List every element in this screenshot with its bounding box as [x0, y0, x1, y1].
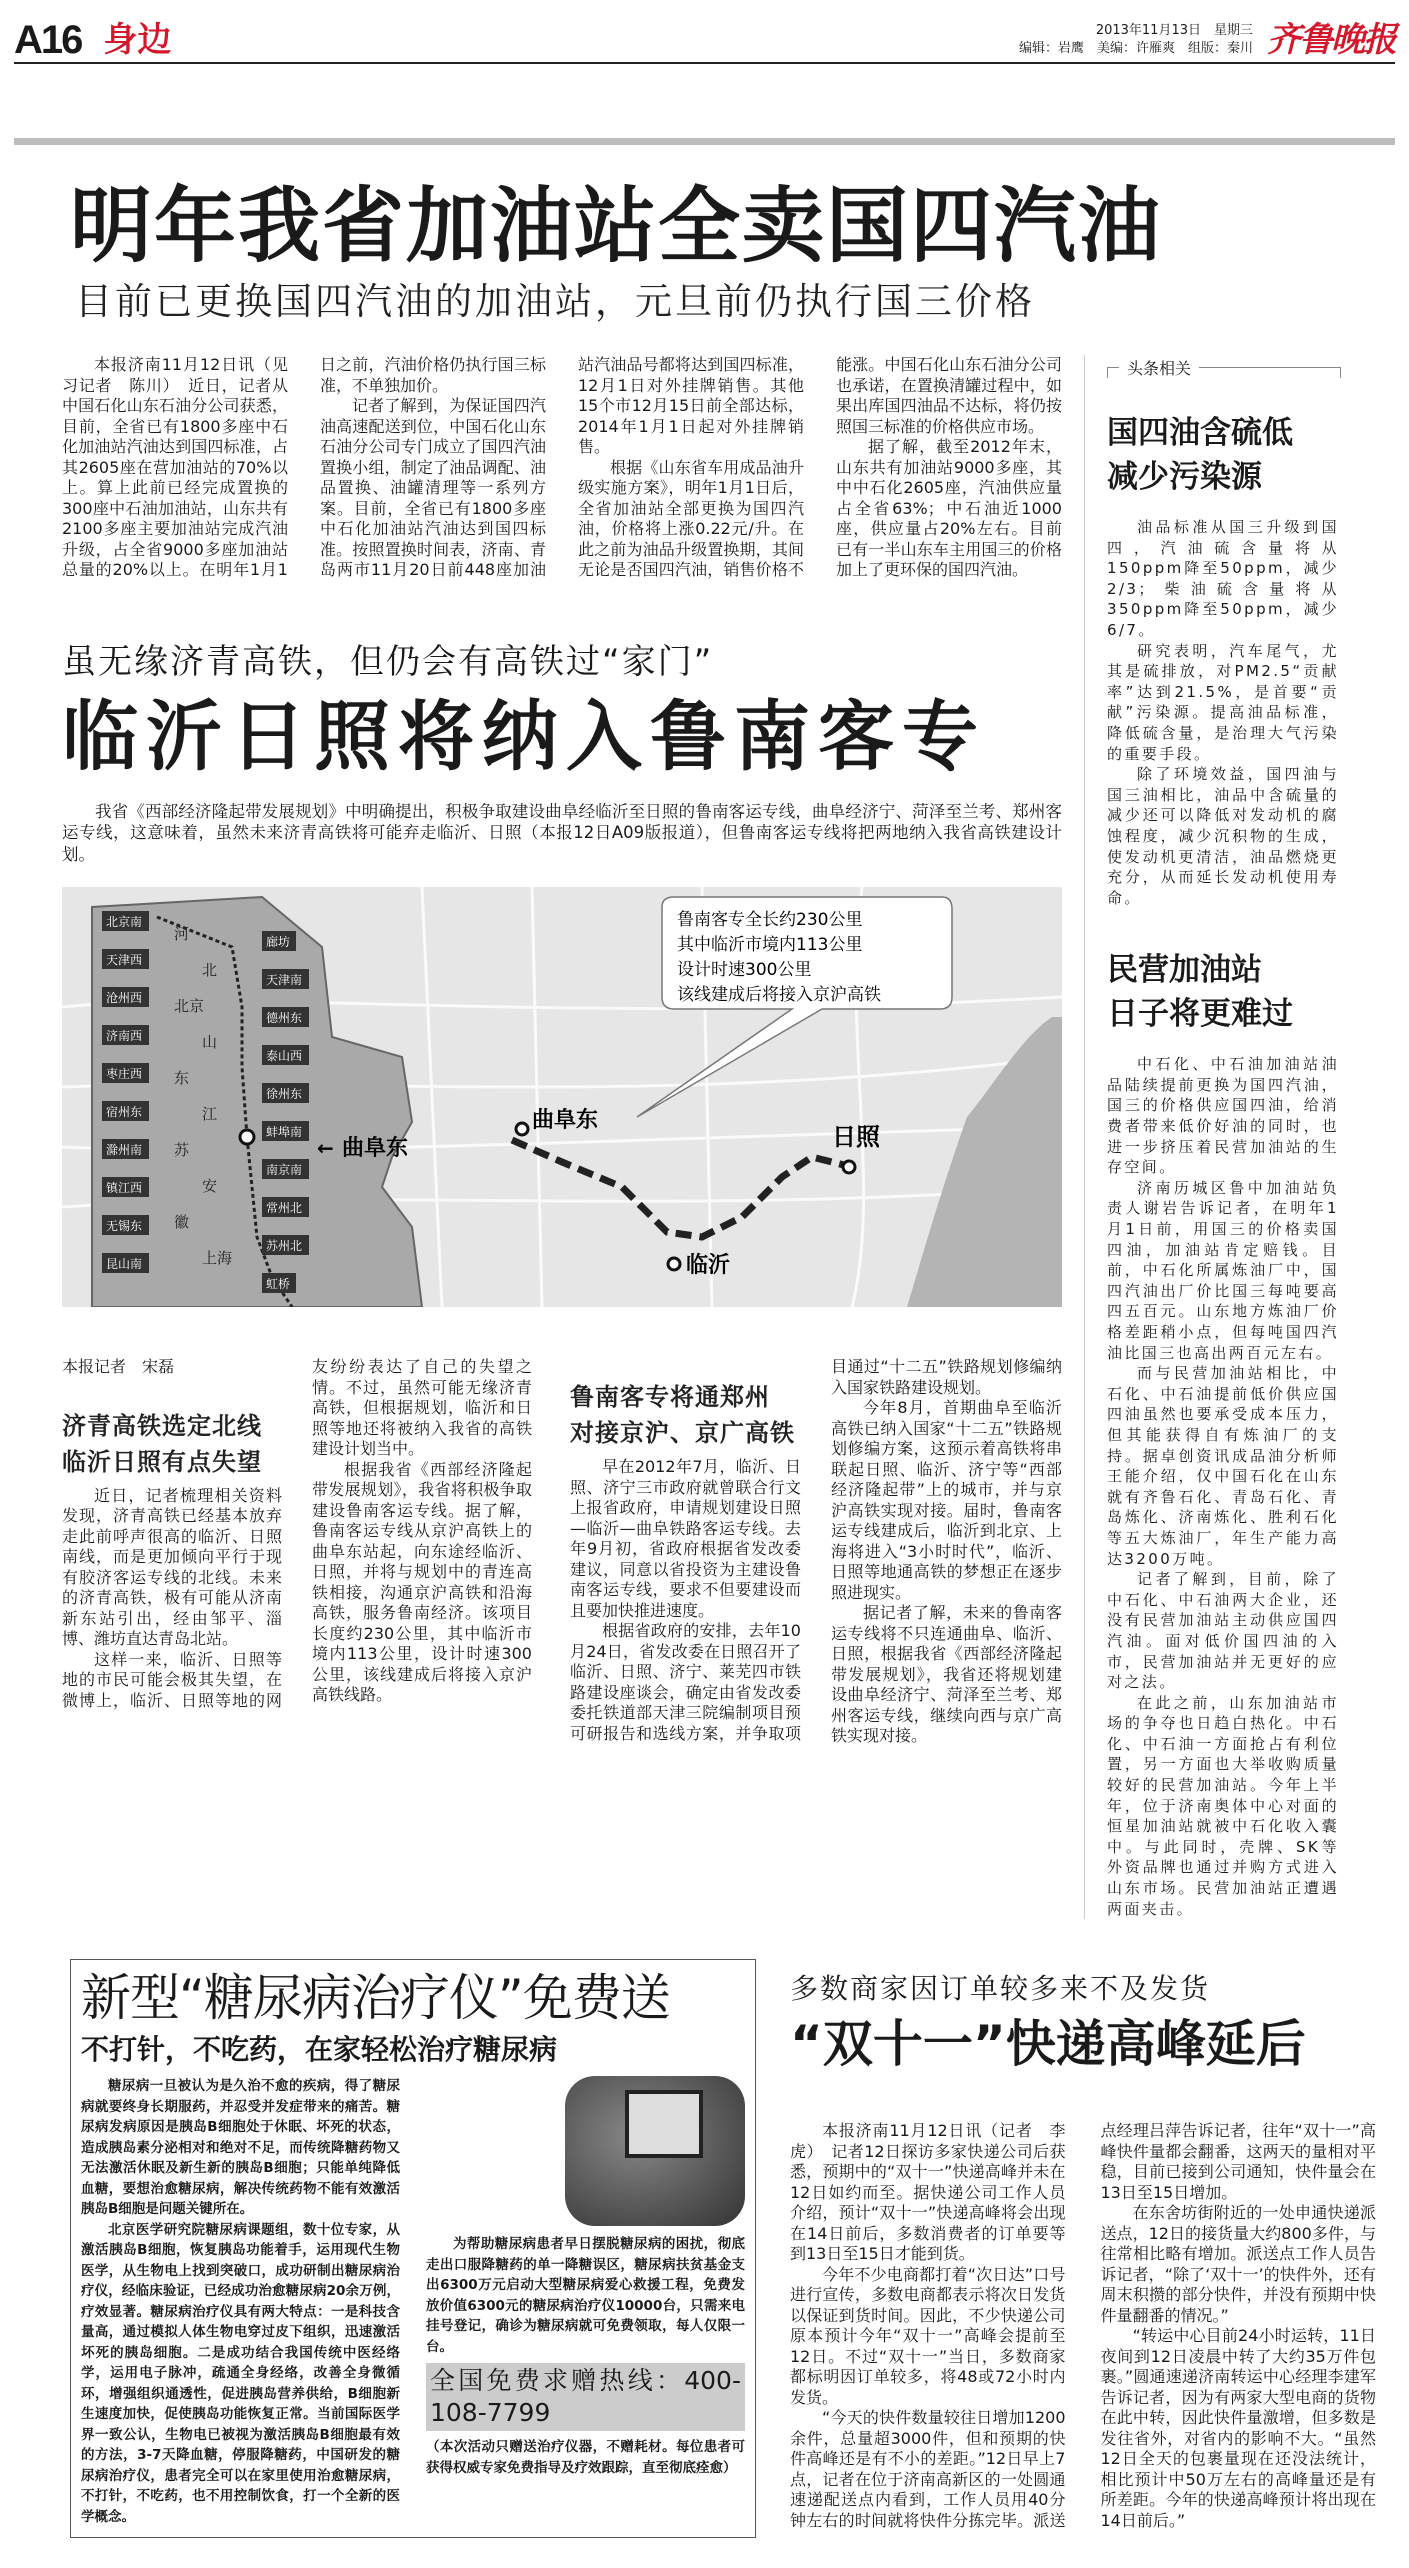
subhead-line: 对接京沪、京广高铁	[570, 1419, 795, 1447]
paragraph: 本报济南11月12日讯（记者 李虎） 记者12日探访多家快递公司后获悉，预期中的“双十一”快递高峰并未在12日如约而至。据快递公司工作人员介绍，预计“双十一”快递高峰将会出现在14日前后，多数消费者的订单要等到13日至15日才能到货。	[790, 2121, 1066, 2264]
paragraph: 根据我省《西部经济隆起带发展规划》，我省将积极争取建设鲁南客运专线。据了解，鲁南客运专线从京沪高铁上的曲阜东站起，向东途经临沂、日照，并将与规划中的青连高铁相接，沟通京沪高铁和沿海高铁，服务鲁南经济。该项目长度约230公里，其中临沂市境内113公里，设计时速300公里，该线建成后将接入京沪高铁线路。	[312, 1459, 532, 1704]
map-label-rizhao: 日照	[832, 1123, 880, 1151]
paragraph: “今天的快件数量较往日增加1200余件，总量超3000件，但和预期的快件高峰还是有不小的差距。”12日早上7点，记者在位于济南高新区的一处圆通速递配送点内看到，工作人员用40分钟左右的时间就将快件分拣完毕。派送点经理吕萍告诉记者，往年“双十一”高峰快件量都会翻番，这两天的量相对平稳，目前已接到公司通知，快件量会在13日至15日增加。	[790, 2121, 1376, 2530]
ad-note: （本次活动只赠送治疗仪器，不赠耗材。每位患者可获得权威专家免费指导及疗效跟踪，直至彻底痊愈）	[426, 2439, 745, 2476]
linyi-marker	[668, 1258, 680, 1270]
ad-subtitle: 不打针，不吃药，在家轻松治疗糖尿病	[81, 2033, 558, 2067]
region-label: 北	[202, 961, 218, 979]
paragraph: 油品标准从国三升级到国四，汽油硫含量将从150ppm降至50ppm，减少2/3；柴油硫含量将从350ppm降至50ppm，减少6/7。	[1107, 518, 1339, 639]
bottom-section	[70, 1959, 1395, 2538]
section-subhead	[62, 1408, 282, 1480]
subhead-line: 鲁南客专将通郑州	[570, 1383, 770, 1411]
sidebar-story-body	[1107, 1054, 1339, 1919]
station-label: 南京南	[266, 1163, 303, 1177]
paragraph: 糖尿病一旦被认为是久治不愈的疾病，得了糖尿病就要终身长期服药，并忍受并发症带来的痛苦。糖尿病发病原因是胰岛B细胞处于休眠、坏死的状态，造成胰岛素分泌相对和绝对不足，而传统降糖药物又无法激活休眠及新生新的胰岛B细胞；只能单纯降低血糖，要想治愈糖尿病，解决传统药物不能有效激活胰岛B细胞是问题关键所在。	[81, 2078, 400, 2218]
ad-title: 新型“糖尿病治疗仪”免费送	[81, 1969, 670, 2028]
paragraph: 据记者了解，未来的鲁南客运专线将不只连通曲阜、临沂、日照，根据我省《西部经济隆起带发展规划》，我省还将规划建设曲阜经济宁、菏泽至兰考、郑州客运专线，继续向西与京广高铁实现对接。	[831, 1603, 1062, 1745]
station-label: 沧州西	[106, 991, 143, 1005]
region-label: 上海	[202, 1249, 233, 1267]
station-label: 济南西	[106, 1029, 143, 1043]
paragraph: 本报济南11月12日讯（见习记者 陈川） 近日，记者从中国石化山东石油分公司获悉，目前，全省已有1800多座中石化加油站汽油达到国四标准，占其2605座在营加油站的70%以上。算上此前已经完成置换的300座中石油加油站，山东共有2100多座主要加油站完成汽油升级，占全省9000多座加油站总量的20%以上。在明年1月1日之前，汽油价格仍执行国三标准，不单独加价。	[62, 355, 546, 579]
paragraph: 这样一来，临沂、日照等地的市民可能会极其失望，在微博上，临沂、日照等地的网友纷纷表达了自己的失望之情。不过，虽然可能无缘济青高铁，但根据规划，临沂和日照等地还将被纳入我省的高铁建设计划当中。	[62, 1357, 532, 1710]
related-label: 头条相关	[1119, 359, 1199, 379]
paragraph: 今年不少电商都打着“次日达”口号进行宣传，多数电商都表示将次日发货以保证到货时间。因此，不少快递公司原本预计今年“双十一”高峰会提前至12日。不过“双十一”当日，多数商家都标明因订单较多，将48或72小时内发货。	[790, 2264, 1066, 2407]
map-label-qufu-east: 曲阜东	[532, 1108, 599, 1133]
sidebar	[1107, 355, 1347, 1919]
paragraph: “转运中心目前24小时运转，11日夜间到12日凌晨中转了大约35万件包裹。”圆通速递济南转运中心经理李建军告诉记者，因为有两家大型电商的货物在此中转，因此快件量激增，但多数是发往省外，对省内的影响不大。“虽然12日全天的包裹量现在还没法统计，相比预计中50万左右的高峰量还是有所差距。今年的快递高峰预计将出现在14日前后。”	[1100, 2326, 1376, 2530]
subhead-line: 临沂日照有点失望	[62, 1447, 262, 1476]
article-headline: 临沂日照将纳入鲁南客专	[62, 691, 986, 781]
rizhao-marker	[843, 1161, 855, 1173]
editor-credits: 编辑：岩鹰 美编：许雁爽 组版：秦川	[1018, 41, 1253, 56]
lead-subheadline: 目前已更换国四汽油的加油站，元旦前仍执行国三价格	[75, 280, 1035, 323]
page-number: A16	[14, 18, 82, 62]
region-label: 河	[174, 925, 190, 943]
ad-column	[81, 2076, 400, 2527]
region-label: 东	[174, 1069, 190, 1087]
page-section-group	[14, 18, 171, 62]
station-label: 徐州东	[266, 1087, 303, 1101]
station-label: 宿州东	[106, 1105, 143, 1119]
paragraph: 记者了解到，目前，除了中石化、中石油两大企业，还没有民营加油站主动供应国四汽油。面对低价国四油的入市，民营加油站并无更好的应对之法。	[1107, 1570, 1339, 1692]
paragraph: 记者了解到，为保证国四汽油高速配送到位，中国石化山东石油分公司专门成立了国四汽油置换小组，制定了油品调配、油品置换、油罐清理等一系列方案。目前，全省已有1800多座中石化加油站汽油达到国四标准。按照置换时间表，济南、青岛两市11月20日前448座加油站汽油品号都将达到国四标准，12月1日对外挂牌销售。其他15个市12月15日前全部达标，2014年1月1日起对外挂牌销售。	[320, 355, 804, 579]
article3-body	[790, 2121, 1376, 2531]
qufu-east-marker	[516, 1123, 528, 1135]
callout-line: 其中临沂市境内113公里	[677, 935, 863, 955]
article2-part2	[570, 1357, 1062, 1747]
station-label: 滁州南	[106, 1143, 143, 1157]
express-article	[790, 1959, 1376, 2538]
advertisement	[70, 1959, 756, 2538]
paragraph: 中石化、中石油加油站油品陆续提前更换为国四汽油，国三的价格供应国四油，给消费者带来低价好油的同时，也进一步挤压着民营加油站的生存空间。	[1107, 1055, 1339, 1177]
title-line: 民营加油站	[1107, 952, 1262, 989]
paragraph: 根据《山东省车用成品油升级实施方案》，明年1月1日后，全省加油站全部更换为国四汽油，价格将上涨0.22元/升。在此之前为油品升级置换期，其间无论是否国四汽油，销售价格不能涨。中国石化山东石油分公司也承诺，在置换清罐过程中，如果出库国四油品不达标，将仍按照国三标准的价格供应市场。	[578, 355, 1062, 579]
paragraph: 研究表明，汽车尾气，尤其是硫排放，对PM2.5“贡献率”达到21.5%，是首要“贡献”污染源。提高油品标准，降低硫含量，是治理大气污染的重要手段。	[1107, 641, 1339, 763]
station-label: 天津南	[266, 973, 303, 987]
section-name: 身边	[103, 20, 172, 60]
railway-map	[62, 887, 1062, 1307]
map-label-qufu-inset: 曲阜东	[342, 1136, 409, 1161]
arrow-icon: ←	[317, 1136, 334, 1160]
main-content	[62, 355, 1409, 1919]
paragraph: 而与民营加油站相比，中石化、中石油提前低价供应国四油虽然也要承受成本压力，但其能获得自有炼油厂的支持。据卓创资讯成品油分析师王能介绍，仅中国石化在山东就有齐鲁石化、青岛石化、青岛炼化、济南炼化、胜利石化等五大炼油厂，年生产能力高达3200万吨。	[1107, 1364, 1339, 1568]
article2-part1	[62, 1357, 532, 1747]
sidebar-story-title	[1107, 411, 1347, 499]
paragraph: 早在2012年7月，临沂、日照、济宁三市政府就曾联合行文上报省政府，申请规划建设日照—临沂—曲阜铁路客运专线。去年9月初，省政府根据省发改委建议，同意以省投资为主建设鲁南客运专线，要求不但要建设而且要加快推进速度。	[570, 1457, 801, 1620]
station-label: 无锡东	[106, 1219, 143, 1233]
station-label: 北京南	[106, 915, 143, 929]
related-label-group	[1107, 359, 1347, 385]
station-label: 虹桥	[266, 1277, 291, 1291]
article-kicker: 多数商家因订单较多来不及发货	[790, 1972, 1211, 2006]
region-label: 北京	[174, 997, 205, 1015]
paragraph: 济南历城区鲁中加油站负责人谢岩告诉记者，在明年1月1日前，用国三的价格卖国四油，加油站肯定赔钱。目前，中石化所属炼油厂中，国四汽油出厂价比国三每吨要高四五百元。山东地方炼油厂价格差距稍小点，但每吨国四汽油比国三也高出两百元左右。	[1107, 1178, 1339, 1362]
station-label: 常州北	[266, 1201, 303, 1215]
paragraph: 近日，记者梳理相关资料发现，济青高铁已经基本放弃走此前呼声很高的临沂、日照南线，而是更加倾向平行于现有胶济客运专线的北线。未来的济青高铁，极有可能从济南新东站引出，经由邹平、淄博、潍坊直达青岛北站。	[62, 1485, 282, 1648]
station-label: 天津西	[106, 953, 143, 967]
title-line: 日子将更难过	[1107, 996, 1293, 1033]
paragraph: 据了解，截至2012年末，山东共有加油站9000多座，其中中石化2605座，汽油供应量占全省63%；中石油近1000座，供应量占20%左右。目前已有一半山东车主用国三的价格加上了更环保的国四汽油。	[836, 437, 1062, 579]
paragraph: 今年8月，首期曲阜至临沂高铁已纳入国家“十二五”铁路规划修编方案，这预示着高铁将串联起日照、临沂、济宁等“西部经济隆起带”上的城市，并与京沪高铁实现对接。届时，鲁南客运专线建成后，临沂到北京、上海将进入“3小时时代”，临沂、日照等地通高铁的梦想正在逐步照进现实。	[831, 1398, 1062, 1602]
sidebar-story-body	[1107, 517, 1339, 908]
station-label: 苏州北	[266, 1239, 303, 1253]
station-label: 枣庄西	[106, 1067, 143, 1081]
device-photo	[565, 2076, 745, 2226]
issue-date: 2013年11月13日 星期三	[1095, 23, 1253, 38]
divider-bar	[14, 138, 1395, 145]
lead-article-body	[62, 355, 1062, 581]
station-label: 昆山南	[106, 1257, 143, 1271]
paragraph: 在此之前，山东加油站市场的争夺也日趋白热化。中石化、中石油一方面抢占有利位置，另一方面也大举收购质量较好的民营加油站。今年上半年，位于济南奥体中心对面的恒星加油站就被中石化收入囊中。与此同时，壳牌、SK等外资品牌也通过并购方式进入山东市场。民营加油站正遭遇两面夹击。	[1107, 1693, 1339, 1918]
region-label: 徽	[174, 1213, 190, 1231]
device-screen	[625, 2090, 703, 2158]
region-label: 苏	[174, 1141, 190, 1159]
region-label: 江	[202, 1105, 218, 1123]
ad-hotline: 全国免费求赠热线：400-108-7799	[426, 2363, 745, 2431]
station-label: 镇江西	[106, 1181, 143, 1195]
ad-body	[81, 2076, 745, 2527]
issue-info-group	[1019, 18, 1395, 62]
station-label: 泰山西	[266, 1049, 303, 1063]
title-line: 国四油含硫低	[1107, 415, 1293, 451]
newspaper-logo: 齐鲁晚报	[1267, 20, 1395, 60]
ad-column	[426, 2076, 745, 2527]
subhead-line: 济青高铁选定北线	[62, 1411, 262, 1440]
article-headline: “双十一”快递高峰延后	[790, 2015, 1306, 2074]
paragraph: 在东舍坊街附近的一处申通快递派送点，12日的接货量大约800多件，与往常相比略有增加。派送点工作人员告诉记者，“除了‘双十一’的快件外，还有周末积攒的部分快件，并没有预期中快件量翻番的情况。”	[1100, 2203, 1376, 2325]
qufu-marker	[240, 1130, 254, 1144]
issue-meta	[1019, 22, 1253, 62]
paragraph: 为帮助糖尿病患者早日摆脱糖尿病的困扰，彻底走出口服降糖药的单一降糖误区，糖尿病扶贫基金支出6300万元启动大型糖尿病爱心救援工程，免费发放价值6300元的糖尿病治疗仪10000台，只需来电挂号登记，确诊为糖尿病就可免费领取，每人仅限一台。	[426, 2236, 745, 2355]
article-lead: 我省《西部经济隆起带发展规划》中明确提出，积极争取建设曲阜经临沂至日照的鲁南客运专线，曲阜经济宁、菏泽至兰考、郑州客运专线，这意味着，虽然未来济青高铁将可能弃走临沂、日照（本报12日A09版报道），但鲁南客运专线将把两地纳入我省高铁建设计划。	[62, 801, 1062, 864]
byline: 本报记者 宋磊	[62, 1357, 175, 1376]
article2-columns	[62, 1357, 1062, 1747]
callout-line: 设计时速300公里	[677, 960, 812, 980]
station-label: 廊坊	[266, 935, 291, 949]
sidebar-story-title	[1107, 948, 1347, 1036]
paragraph: 根据省政府的安排，去年10月24日，省发改委在日照召开了临沂、日照、济宁、莱芜四市铁路建设座谈会，确定由省发改委委托铁道部天津三院编制项目预可研报告和选线方案，并争取项目通过“十二五”铁路规划修编纳入国家铁路建设规划。	[570, 1357, 1062, 1743]
lead-headline: 明年我省加油站全卖国四汽油	[70, 179, 1163, 274]
column-divider	[1084, 355, 1085, 1919]
paragraph: 除了环境效益，国四油与国三油相比，油品中含硫量的减少还可以降低对发动机的腐蚀程度，减少沉积物的生成，使发动机更清洁，油品燃烧更充分，从而延长发动机使用寿命。	[1107, 765, 1339, 907]
left-column	[62, 355, 1062, 1919]
callout-line: 鲁南客专全长约230公里	[677, 910, 863, 930]
region-label: 山	[202, 1033, 218, 1051]
callout-line: 该线建成后将接入京沪高铁	[677, 985, 881, 1005]
page-header	[14, 0, 1395, 64]
section-subhead	[570, 1379, 801, 1451]
map-label-linyi: 临沂	[686, 1253, 731, 1278]
station-label: 蚌埠南	[266, 1125, 303, 1139]
region-label: 安	[202, 1177, 218, 1195]
station-label: 德州东	[266, 1011, 303, 1025]
article-kicker: 虽无缘济青高铁，但仍会有高铁过“家门”	[62, 641, 714, 682]
title-line: 减少污染源	[1107, 459, 1262, 495]
paragraph: 北京医学研究院糖尿病课题组，数十位专家，从激活胰岛B细胞，恢复胰岛功能着手，运用现代生物医学，从生物电上找到突破口，成功研制出糖尿病治疗仪，经临床验证，已经成功治愈糖尿病20余万例，疗效显著。糖尿病治疗仪具有两大特点：一是科技含量高，通过模拟人体生物电穿过皮下组织，迅速激活坏死的胰岛细胞。二是成功结合我国传统中医经络学，运用电子脉冲，疏通全身经络，改善全身微循环，增强组织通透性，促进胰岛营养供给，B细胞新生速度加快，促使胰岛功能恢复正常。当前国际医学界一致公认，生物电已被视为激活胰岛B细胞最有效的方法，3-7天降血糖，停服降糖药，中国研发的糖尿病治疗仪，患者完全可以在家里使用治愈糖尿病，不打针，不吃药，也不用控制饮食，打一个全新的医学概念。	[81, 2221, 400, 2525]
